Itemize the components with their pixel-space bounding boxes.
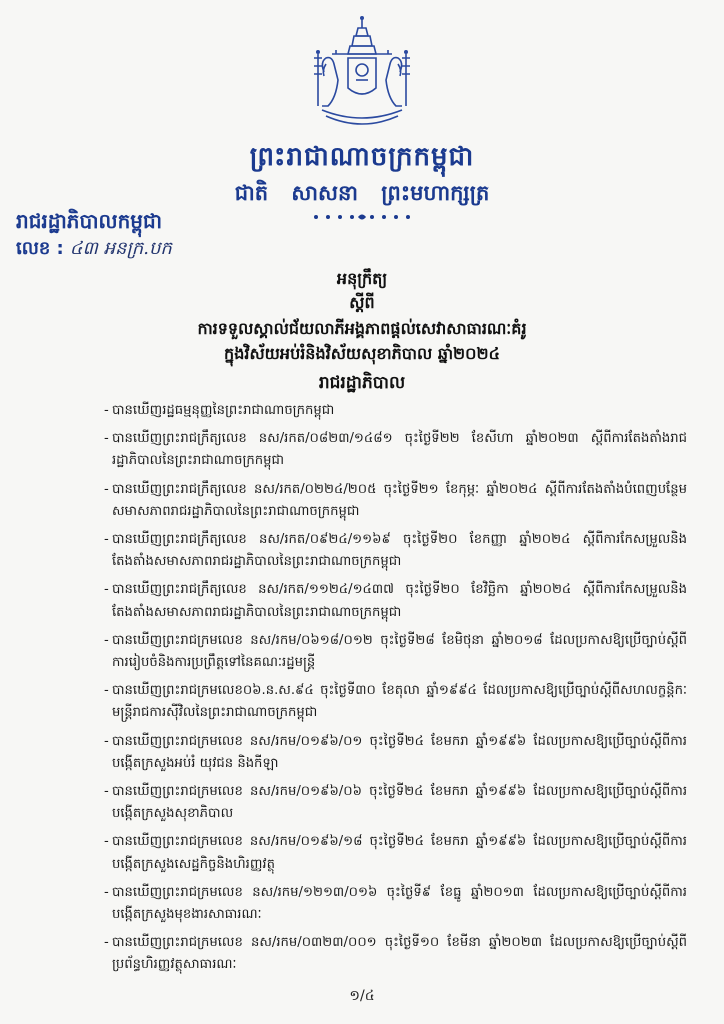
list-item [104,781,687,825]
list-item-text: បានឃើញព្រះរាជក្រមលេខ នស/រកម/១២១៣/០១៦ ចុះថ្ងៃទី៩ ខែធ្នូ ឆ្នាំ២០១៣ ដែលប្រកាសឱ្យប្រើច្បាប់ស្តីពីការបង្កើតក្រសួងមុខងារសាធារណៈ [112,884,687,923]
government-name: រាជរដ្ឋាភិបាលកម្ពុជា [16,209,162,233]
page-number: ១/៤ [349,988,375,1004]
bullet-dash: - [104,733,109,749]
bullet-dash: - [104,784,109,800]
list-item [104,479,687,523]
reference-line [16,236,172,263]
list-item [104,400,687,422]
bullet-dash: - [104,935,109,951]
bullet-dash: - [104,683,109,699]
list-item [104,529,687,573]
list-item [104,680,687,724]
bullet-dash: - [104,632,109,648]
list-item-text: បានឃើញព្រះរាជក្រមលេខ នស/រកម/០១៩៦/០៦ ចុះថ្ងៃទី២៤ ខែមករា ឆ្នាំ១៩៩៦ ដែលប្រកាសឱ្យប្រើច្បាប់ស្តីពីការបង្កើតក្រសួងសុខាភិបាល [112,784,687,822]
bullet-dash: - [104,834,109,850]
title-about: ស្តីពី [349,293,375,312]
national-motto: ជាតិ សាសនា ព្រះមហាក្សត្រ [234,181,490,205]
document-type: អនុក្រឹត្យ [336,269,388,288]
bullet-dash: - [104,884,109,900]
list-item [104,831,687,875]
list-item-text: បានឃើញព្រះរាជក្រមលេខ នស/រកម/០៣២៣/០០១ ចុះថ្ងៃទី១០ ខែមីនា ឆ្នាំ២០២៣ ដែលប្រកាសឱ្យប្រើច្បាប់ស្តីពីប្រព័ន្ធហិរញ្ញវត្ថុសាធារណៈ [112,935,687,973]
list-item-text: បានឃើញព្រះរាជក្រមលេខ០៦.ន.ស.៩៤ ចុះថ្ងៃទី៣០ ខែតុលា ឆ្នាំ១៩៩៤ ដែលប្រកាសឱ្យប្រើច្បាប់ស្តីពីសហលក្ខន្តិកៈមន្ត្រីរាជការស៊ីវិលនៃព្រះរាជាណាចក្រកម្ពុជា [112,683,687,721]
bullet-dash: - [104,582,109,598]
list-item [104,932,687,976]
bullet-dash: - [104,431,109,447]
list-item-text: បានឃើញរដ្ឋធម្មនុញ្ញនៃព្រះរាជាណាចក្រកម្ពុជា [112,403,335,418]
list-item-text: បានឃើញព្រះរាជក្រមលេខ នស/រកម/០១៩៦/០១ ចុះថ្ងៃទី២៤ ខែមករា ឆ្នាំ១៩៩៦ ដែលប្រកាសឱ្យប្រើច្បាប់ស្តីពីការបង្កើតក្រសួងអប់រំ យុវជន និងកីឡា [112,733,687,771]
list-item [104,731,687,775]
bullet-dash: - [104,481,109,497]
bullet-dash: - [104,403,109,418]
list-item [104,630,687,674]
list-item [104,882,687,926]
list-item-text: បានឃើញព្រះរាជក្រឹត្យលេខ នស/រកត/០២២៤/២០៥ ចុះថ្ងៃទី២១ ខែកុម្ភៈ ឆ្នាំ២០២៤ ស្តីពីការតែងតាំងបំពេញបន្ថែមសមាសភាពរាជរដ្ឋាភិបាលនៃព្រះរាជាណាចក្រកម្ពុជា [112,481,687,519]
list-item [104,579,687,623]
ornament-divider-icon [310,212,414,222]
preamble-list [104,400,687,983]
list-item-text: បានឃើញព្រះរាជក្រមលេខ នស/រកម/០៦១៨/០១២ ចុះថ្ងៃទី២៨ ខែមិថុនា ឆ្នាំ២០១៨ ដែលប្រកាសឱ្យប្រើច្បាប់ស្តីពីការរៀបចំនិងការប្រព្រឹត្តទៅនៃគណៈរដ្ឋមន្ត្រី [112,632,687,671]
title-subject-line-2: ក្នុងវិស័យអប់រំនិងវិស័យសុខាភិបាល ឆ្នាំ២០២៤ [224,344,500,363]
reference-label: លេខ : [16,238,64,259]
kingdom-heading: ព្រះរាជាណាចក្រកម្ពុជា [249,142,475,172]
list-item-text: បានឃើញព្រះរាជក្រឹត្យលេខ នស/រកត/១១២៤/១៤៣៧ ចុះថ្ងៃទី២០ ខែវិច្ឆិកា ឆ្នាំ២០២៤ ស្តីពីការកែសម្រួលនិងតែងតាំងសមាសភាពរាជរដ្ឋាភិបាលនៃព្រះរាជាណាចក្រកម្ពុជា [112,582,687,620]
title-subject-line-1: ការទទួលស្គាល់ជ័យលាភីអង្គភាពផ្តល់សេវាសាធារណៈគំរូ [197,319,527,338]
list-item-text: បានឃើញព្រះរាជក្រមលេខ នស/រកម/០១៩៦/១៨ ចុះថ្ងៃទី២៤ ខែមករា ឆ្នាំ១៩៩៦ ដែលប្រកាសឱ្យប្រើច្បាប់ស្តីពីការបង្កើតក្រសួងសេដ្ឋកិច្ចនិងហិរញ្ញវត្ថុ [112,834,687,872]
bullet-dash: - [104,532,109,548]
reference-number: ៤៣ អនក្រ.បក [69,238,172,259]
list-item [104,428,687,472]
royal-coat-of-arms-emblem [302,14,422,132]
list-item-text: បានឃើញព្រះរាជក្រឹត្យលេខ នស/រកត/០៩២៤/១១៦៩ ចុះថ្ងៃទី២០ ខែកញ្ញា ឆ្នាំ២០២៤ ស្តីពីការកែសម្រួលនិងតែងតាំងសមាសភាពរាជរដ្ឋាភិបាលនៃព្រះរាជាណាចក្រកម្ពុជា [112,532,687,570]
issuer-heading: រាជរដ្ឋាភិបាល [318,373,406,393]
list-item-text: បានឃើញព្រះរាជក្រឹត្យលេខ នស/រកត/០៨២៣/១៤៨១ ចុះថ្ងៃទី២២ ខែសីហា ឆ្នាំ២០២៣ ស្តីពីការតែងតាំងរាជរដ្ឋាភិបាលនៃព្រះរាជាណាចក្រកម្ពុជា [112,431,687,469]
